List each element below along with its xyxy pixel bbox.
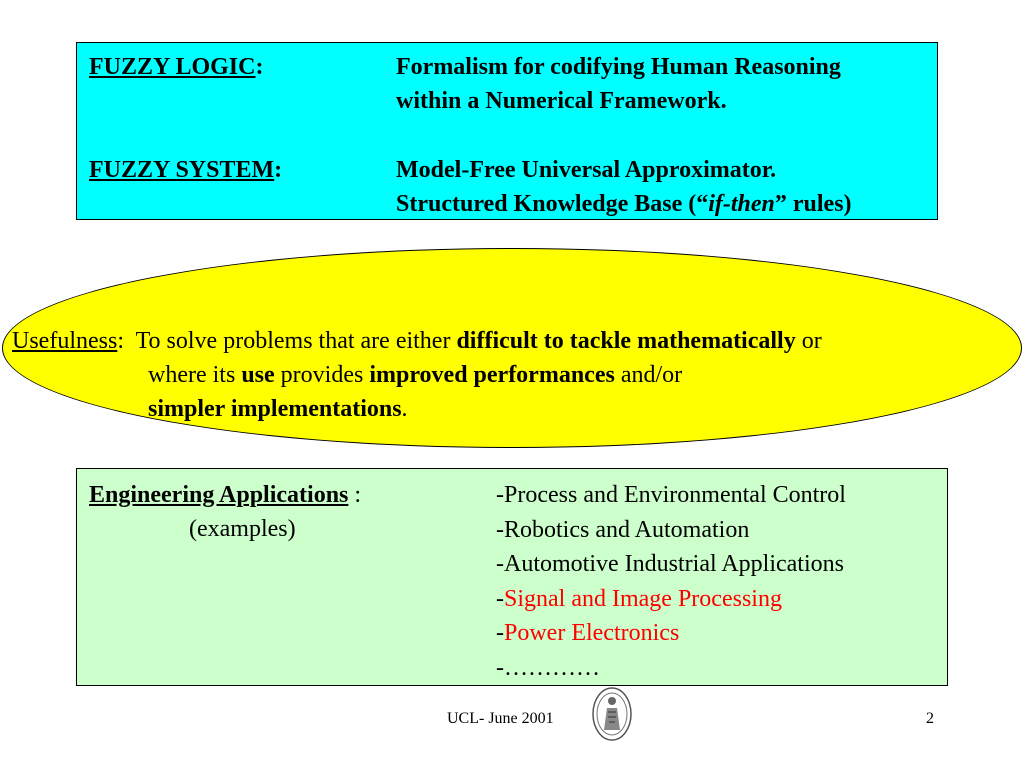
applications-title-colon: : <box>348 482 362 508</box>
footer-date: UCL- June 2001 <box>447 710 554 727</box>
application-item-dash: - <box>496 482 504 508</box>
application-item <box>496 616 679 650</box>
application-item <box>496 582 782 616</box>
application-item-dash: - <box>496 551 504 577</box>
fuzzy-system-heading <box>89 153 282 187</box>
application-item <box>496 547 844 581</box>
usefulness-line3 <box>148 392 408 426</box>
usefulness-label: Usefulness <box>12 328 118 354</box>
usefulness-text-or: or <box>795 328 822 354</box>
fuzzy-system-line2-post: rules) <box>786 191 852 217</box>
fuzzy-logic-colon: : <box>255 54 264 80</box>
usefulness-bold-performances: improved performances <box>369 362 615 388</box>
page-number: 2 <box>926 710 934 727</box>
usefulness-bold-difficult: difficult to tackle mathematically <box>456 328 796 354</box>
application-item-text: Process and Environmental Control <box>504 482 846 508</box>
fuzzy-logic-label: FUZZY LOGIC <box>89 54 256 80</box>
usefulness-line1 <box>12 324 822 358</box>
usefulness-bold-use: use <box>241 362 275 388</box>
application-item-text: Power Electronics <box>504 620 680 646</box>
usefulness-text-provides: provides <box>274 362 370 388</box>
usefulness-text-where: where its <box>148 362 242 388</box>
application-item-text: Signal and Image Processing <box>504 585 782 612</box>
usefulness-text-a: To solve problems that are either <box>124 328 457 354</box>
application-item-dash: - <box>496 620 504 646</box>
usefulness-bold-simpler: simpler implementations <box>148 396 402 422</box>
fuzzy-system-line2-italic: if-then <box>708 191 775 217</box>
usefulness-colon: : <box>117 328 124 354</box>
fuzzy-system-line2-quote: ” <box>774 191 787 217</box>
fuzzy-system-line2-pre: Structured Knowledge Base (“ <box>396 191 709 217</box>
fuzzy-definitions-box <box>76 42 938 220</box>
applications-heading <box>89 478 361 512</box>
fuzzy-system-label: FUZZY SYSTEM <box>89 157 275 183</box>
university-seal-icon <box>591 686 633 742</box>
application-item-text: Automotive Industrial Applications <box>504 551 844 577</box>
applications-subtitle: (examples) <box>189 516 296 542</box>
usefulness-line2 <box>148 358 682 392</box>
application-item-text: Robotics and Automation <box>504 516 750 543</box>
fuzzy-system-line1: Model-Free Universal Approximator. <box>396 157 777 183</box>
application-item-dash: - <box>496 654 504 681</box>
application-item-dash: - <box>496 585 504 612</box>
applications-title: Engineering Applications <box>89 482 349 508</box>
applications-box <box>76 468 948 686</box>
application-item <box>496 478 846 512</box>
fuzzy-system-line2 <box>396 187 852 221</box>
fuzzy-logic-line1: Formalism for codifying Human Reasoning <box>396 54 841 80</box>
application-item <box>496 651 600 685</box>
application-item <box>496 513 749 547</box>
usefulness-text-andor: and/or <box>614 362 683 388</box>
application-item-dash: - <box>496 516 504 543</box>
fuzzy-logic-line2: within a Numerical Framework. <box>396 88 727 114</box>
fuzzy-system-colon: : <box>274 157 283 183</box>
fuzzy-logic-heading <box>89 50 263 84</box>
usefulness-period: . <box>401 396 408 422</box>
application-item-text: ………… <box>504 654 600 681</box>
